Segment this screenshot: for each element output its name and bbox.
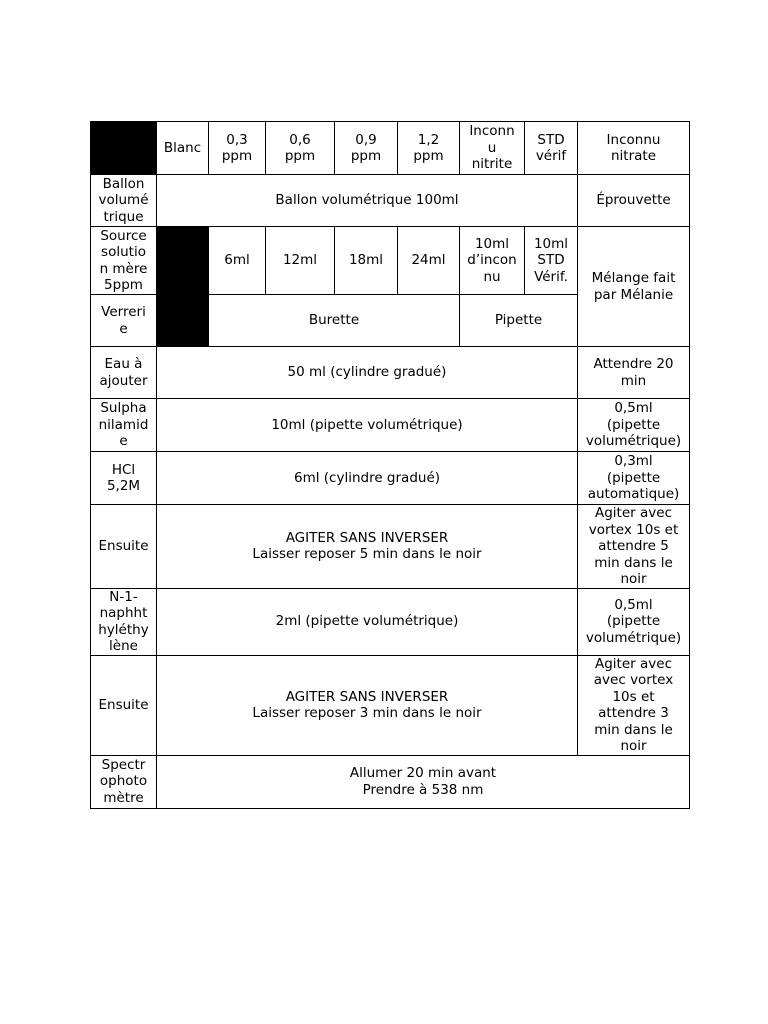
ensuite-2-nitrate-cell: Agiter avec avec vortex 10s et attendre 3 min dans le noir (578, 655, 690, 755)
row-label-verrerie: Verreri e (91, 295, 157, 347)
header-inconnu-nitrate: Inconnu nitrate (578, 122, 690, 175)
source-row (91, 227, 690, 295)
source-09-cell: 18ml (335, 227, 398, 295)
ballon-main-cell: Ballon volumétrique 100ml (157, 175, 578, 227)
hcl-row (91, 452, 690, 505)
sulpha-nitrate-cell: 0,5ml (pipette volumétrique) (578, 399, 690, 452)
source-12-cell: 24ml (398, 227, 460, 295)
row-label-eau: Eau à ajouter (91, 347, 157, 399)
ensuite-row-1 (91, 505, 690, 589)
row-label-sulpha: Sulpha nilamid e (91, 399, 157, 452)
eau-main-cell: 50 ml (cylindre gradué) (157, 347, 578, 399)
source-std-cell: 10ml STD Vérif. (525, 227, 578, 295)
spectro-main-cell: Allumer 20 min avant Prendre à 538 nm (157, 755, 690, 808)
spectro-row (91, 755, 690, 808)
header-row (91, 122, 690, 175)
header-03ppm: 0,3 ppm (209, 122, 266, 175)
blanc-blackout-cell (157, 227, 209, 347)
hcl-main-cell: 6ml (cylindre gradué) (157, 452, 578, 505)
naph-nitrate-cell: 0,5ml (pipette volumétrique) (578, 588, 690, 655)
eau-nitrate-cell: Attendre 20 min (578, 347, 690, 399)
ballon-nitrate-cell: Éprouvette (578, 175, 690, 227)
verrerie-pipette-cell: Pipette (460, 295, 578, 347)
sulpha-main-cell: 10ml (pipette volumétrique) (157, 399, 578, 452)
header-blanc: Blanc (157, 122, 209, 175)
row-label-ensuite-2: Ensuite (91, 655, 157, 755)
row-label-spectro: Spectr ophoto mètre (91, 755, 157, 808)
source-03-cell: 6ml (209, 227, 266, 295)
naph-main-cell: 2ml (pipette volumétrique) (157, 588, 578, 655)
row-label-source: Source solutio n mère 5ppm (91, 227, 157, 295)
header-corner-cell (91, 122, 157, 175)
source-inconnu-cell: 10ml d’incon nu (460, 227, 525, 295)
ensuite-1-main-cell: AGITER SANS INVERSER Laisser reposer 5 min dans le noir (157, 505, 578, 589)
naph-row (91, 588, 690, 655)
eau-row (91, 347, 690, 399)
sulpha-row (91, 399, 690, 452)
ballon-row (91, 175, 690, 227)
ensuite-2-main-cell: AGITER SANS INVERSER Laisser reposer 3 min dans le noir (157, 655, 578, 755)
verrerie-burette-cell: Burette (209, 295, 460, 347)
row-label-ballon: Ballon volumé trique (91, 175, 157, 227)
ensuite-row-2 (91, 655, 690, 755)
row-label-ensuite-1: Ensuite (91, 505, 157, 589)
row-label-naph: N-1- naphht hyléthy lène (91, 588, 157, 655)
header-12ppm: 1,2 ppm (398, 122, 460, 175)
header-inconnu-nitrite: Inconn u nitrite (460, 122, 525, 175)
header-06ppm: 0,6 ppm (266, 122, 335, 175)
protocol-table (90, 121, 690, 809)
header-09ppm: 0,9 ppm (335, 122, 398, 175)
source-nitrate-cell: Mélange fait par Mélanie (578, 227, 690, 347)
row-label-hcl: HCl 5,2M (91, 452, 157, 505)
hcl-nitrate-cell: 0,3ml (pipette automatique) (578, 452, 690, 505)
header-std-verif: STD vérif (525, 122, 578, 175)
source-06-cell: 12ml (266, 227, 335, 295)
ensuite-1-nitrate-cell: Agiter avec vortex 10s et attendre 5 min dans le noir (578, 505, 690, 589)
